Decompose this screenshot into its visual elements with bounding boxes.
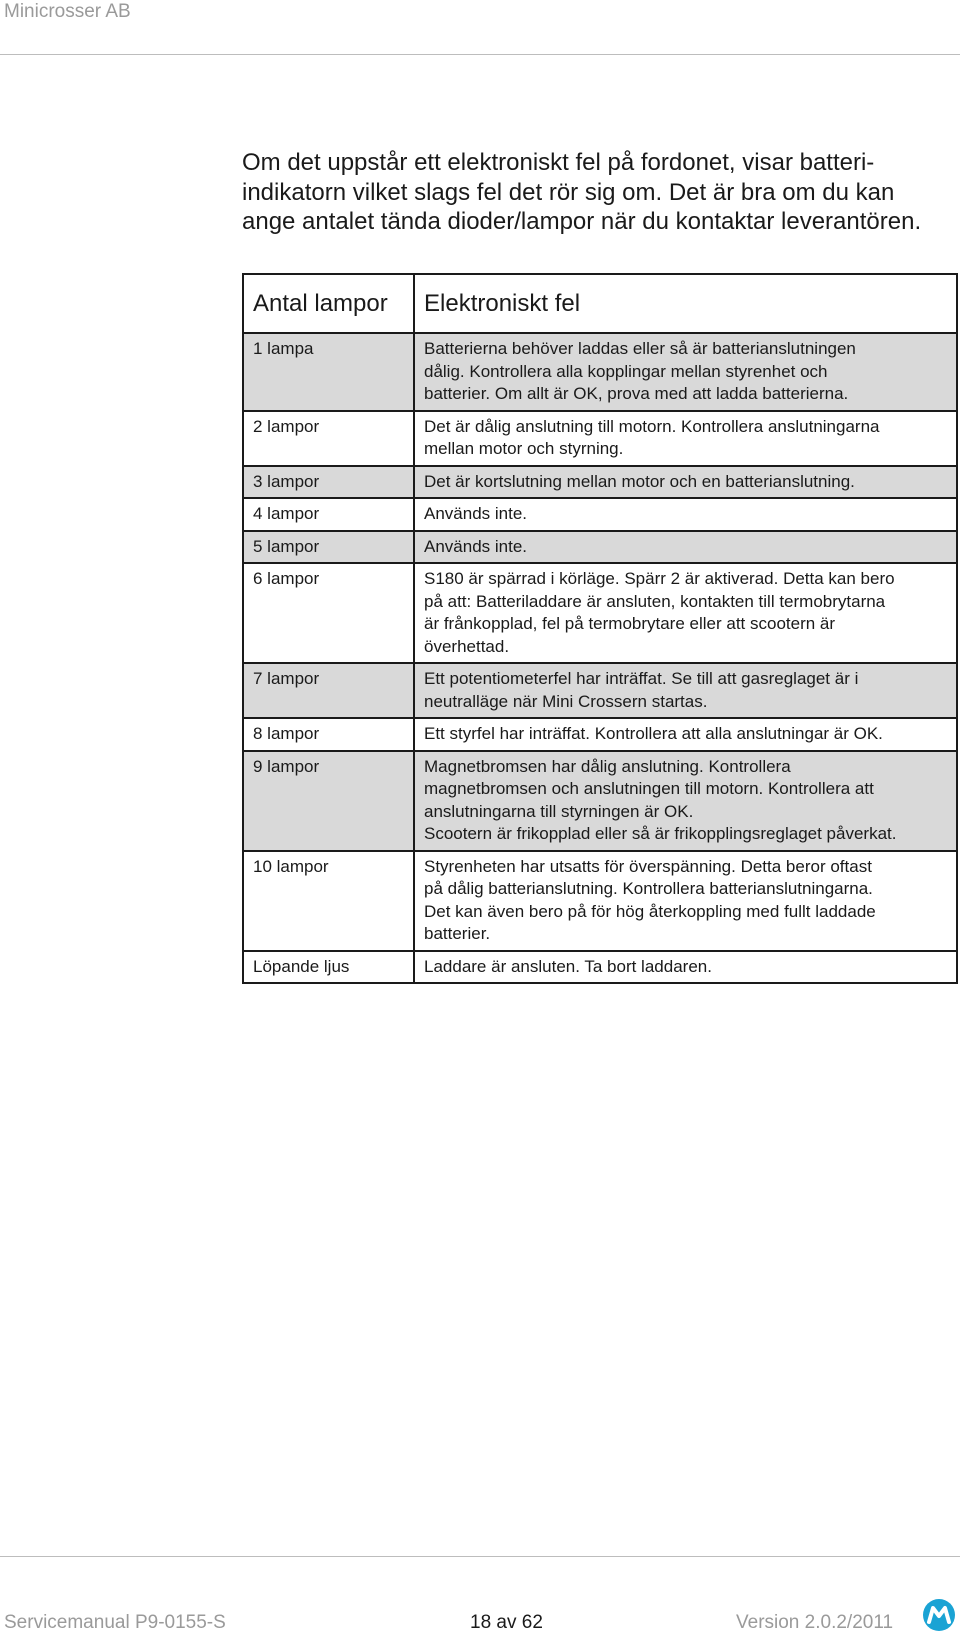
fault-code-table	[242, 273, 958, 984]
fault-description-cell	[414, 718, 957, 751]
intro-paragraph	[242, 148, 942, 237]
lamp-count-cell: Löpande ljus	[243, 951, 414, 984]
fault-line: Styrenheten har utsatts för överspänning. Detta beror oftast	[424, 856, 872, 876]
lamp-count-cell: 2 lampor	[243, 411, 414, 466]
footer-version: Version 2.0.2/2011	[736, 1612, 894, 1633]
lamp-count-cell: 6 lampor	[243, 563, 414, 663]
fault-line: dålig. Kontrollera alla kopplingar mellan styrenhet och	[424, 361, 828, 381]
fault-line: Scootern är frikopplad eller så är frikopplingsreglaget påverkat.	[424, 824, 897, 843]
lamp-count-cell: 3 lampor	[243, 466, 414, 499]
footer-manual-id: Servicemanual P9-0155-S	[4, 1612, 226, 1633]
fault-line: på dålig batterianslutning. Kontrollera batterianslutningarna.	[424, 879, 873, 898]
fault-line: batterier. Om allt är OK, prova med att ladda batterierna.	[424, 384, 849, 403]
lamp-count-cell: 4 lampor	[243, 498, 414, 531]
fault-description-cell	[414, 466, 957, 499]
header-lamp-count: Antal lampor	[243, 274, 414, 333]
lamp-count-cell: 5 lampor	[243, 531, 414, 564]
fault-line: Batterierna behöver laddas eller så är batterianslutningen	[424, 339, 856, 358]
table-row	[243, 411, 957, 466]
fault-description-cell	[414, 751, 957, 851]
fault-description-cell	[414, 563, 957, 663]
table-row	[243, 333, 957, 411]
table-row	[243, 498, 957, 531]
page-footer	[0, 1556, 960, 1631]
table-row	[243, 851, 957, 951]
fault-line: Ett potentiometerfel har inträffat. Se till att gasreglaget är i	[424, 669, 859, 688]
company-name: Minicrosser AB	[4, 1, 131, 22]
header-electronic-fault: Elektroniskt fel	[414, 274, 957, 333]
fault-line: Laddare är ansluten. Ta bort laddaren.	[424, 956, 712, 976]
table-row	[243, 663, 957, 718]
fault-description-cell	[414, 333, 957, 411]
fault-description-cell	[414, 531, 957, 564]
lamp-count-cell: 8 lampor	[243, 718, 414, 751]
intro-line: indikatorn vilket slags fel det rör sig om. Det är bra om du kan	[242, 178, 895, 206]
fault-line: på att: Batteriladdare är ansluten, kontakten till termobrytarna	[424, 591, 886, 611]
fault-line: är frånkopplad, fel på termobrytare eller att scootern är	[424, 614, 836, 633]
fault-line: Ett styrfel har inträffat. Kontrollera att alla anslutningar är OK.	[424, 724, 883, 743]
intro-line: Om det uppstår ett elektroniskt fel på fordonet, visar batteri-	[242, 149, 875, 176]
fault-description-cell	[414, 951, 957, 984]
fault-line: mellan motor och styrning.	[424, 439, 624, 458]
fault-line: neutralläge när Mini Crossern startas.	[424, 691, 708, 711]
fault-line: anslutningarna till styrningen är OK.	[424, 801, 694, 821]
fault-line: Det är kortslutning mellan motor och en batterianslutning.	[424, 471, 855, 491]
lamp-count-cell: 7 lampor	[243, 663, 414, 718]
page-header	[0, 0, 960, 55]
minicrosser-logo-icon	[921, 1597, 957, 1633]
fault-line: överhettad.	[424, 636, 510, 656]
table-row	[243, 751, 957, 851]
table-row	[243, 718, 957, 751]
fault-line: Används inte.	[424, 536, 528, 556]
table-header-row	[243, 274, 957, 333]
table-row	[243, 531, 957, 564]
lamp-count-cell: 1 lampa	[243, 333, 414, 411]
fault-line: batterier.	[424, 924, 491, 943]
fault-line: Det kan även bero på för hög återkoppling med fullt laddade	[424, 901, 876, 921]
fault-line: S180 är spärrad i körläge. Spärr 2 är aktiverad. Detta kan bero	[424, 569, 895, 588]
table-row	[243, 466, 957, 499]
intro-line: ange antalet tända dioder/lampor när du kontaktar leverantören.	[242, 208, 922, 235]
fault-line: Magnetbromsen har dålig anslutning. Kontrollera	[424, 756, 791, 776]
fault-description-cell	[414, 663, 957, 718]
fault-description-cell	[414, 498, 957, 531]
footer-page-number: 18 av 62	[470, 1612, 543, 1633]
lamp-count-cell: 9 lampor	[243, 751, 414, 851]
fault-line: Det är dålig anslutning till motorn. Kontrollera anslutningarna	[424, 416, 880, 436]
fault-description-cell	[414, 851, 957, 951]
fault-line: magnetbromsen och anslutningen till motorn. Kontrollera att	[424, 779, 874, 798]
fault-description-cell	[414, 411, 957, 466]
fault-line: Används inte.	[424, 504, 528, 523]
table-row	[243, 951, 957, 984]
lamp-count-cell: 10 lampor	[243, 851, 414, 951]
table-row	[243, 563, 957, 663]
